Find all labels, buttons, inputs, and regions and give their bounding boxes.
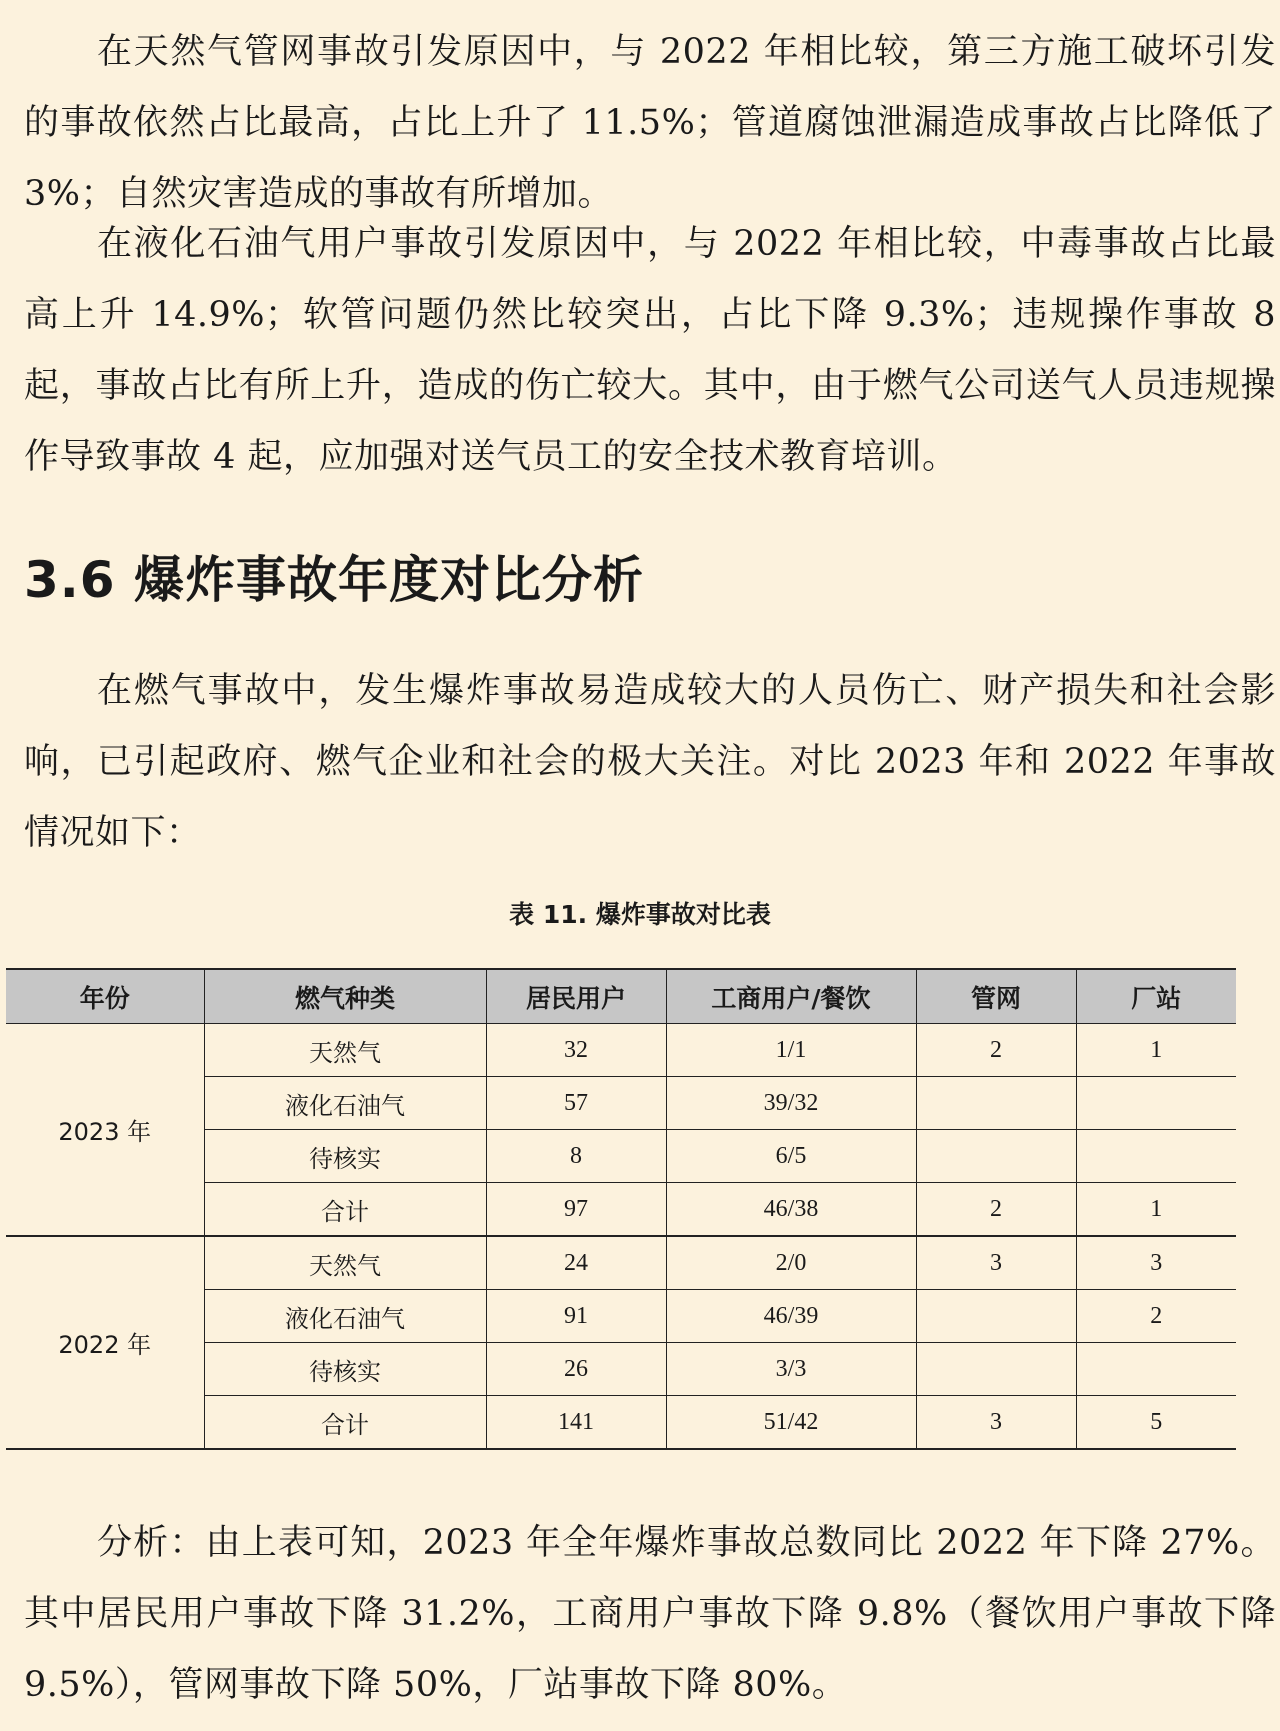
year-cell-2023: 2023 年 [6,1024,204,1237]
resident-cell: 32 [486,1024,666,1077]
header-commercial: 工商用户/餐饮 [666,969,916,1024]
header-year: 年份 [6,969,204,1024]
commercial-cell: 2/0 [666,1236,916,1290]
explosion-comparison-table [6,968,1236,1450]
station-cell: 5 [1076,1396,1236,1450]
table-row [6,1024,1236,1077]
gas-type-cell: 待核实 [204,1130,486,1183]
station-cell: 3 [1076,1236,1236,1290]
gas-type-cell: 待核实 [204,1343,486,1396]
gas-type-cell: 液化石油气 [204,1290,486,1343]
resident-cell: 91 [486,1290,666,1343]
paragraph-explosion-intro: 在燃气事故中，发生爆炸事故易造成较大的人员伤亡、财产损失和社会影响，已引起政府、燃气企业和社会的极大关注。对比 2023 年和 2022 年事故情况如下： [24,671,1276,853]
commercial-cell: 3/3 [666,1343,916,1396]
commercial-cell: 46/38 [666,1183,916,1237]
resident-cell: 26 [486,1343,666,1396]
gas-type-cell: 合计 [204,1396,486,1450]
resident-cell: 8 [486,1130,666,1183]
gas-type-cell: 天然气 [204,1024,486,1077]
resident-cell: 24 [486,1236,666,1290]
paragraph-pipeline-causes: 在天然气管网事故引发原因中，与 2022 年相比较，第三方施工破坏引发的事故依然占比最高，占比上升了 11.5%；管道腐蚀泄漏造成事故占比降低了 3%；自然灾害造成的事故有所增加。 [24,32,1276,214]
pipeline-cell [916,1290,1076,1343]
pipeline-cell [916,1343,1076,1396]
gas-type-cell: 液化石油气 [204,1077,486,1130]
station-cell: 2 [1076,1290,1236,1343]
station-cell: 1 [1076,1183,1236,1237]
station-cell [1076,1077,1236,1130]
gas-type-cell: 天然气 [204,1236,486,1290]
pipeline-cell: 3 [916,1236,1076,1290]
gas-type-cell: 合计 [204,1183,486,1237]
paragraph-analysis: 分析：由上表可知，2023 年全年爆炸事故总数同比 2022 年下降 27%。其中居民用户事故下降 31.2%，工商用户事故下降 9.8%（餐饮用户事故下降 9.5%），管网事故下降 50%，厂站事故下降 80%。 [24,1523,1276,1705]
header-resident: 居民用户 [486,969,666,1024]
header-gas-type: 燃气种类 [204,969,486,1024]
commercial-cell: 51/42 [666,1396,916,1450]
resident-cell: 57 [486,1077,666,1130]
resident-cell: 97 [486,1183,666,1237]
pipeline-cell [916,1130,1076,1183]
station-cell [1076,1130,1236,1183]
resident-cell: 141 [486,1396,666,1450]
pipeline-cell: 3 [916,1396,1076,1450]
paragraph-lpg-causes: 在液化石油气用户事故引发原因中，与 2022 年相比较，中毒事故占比最高上升 14.9%；软管问题仍然比较突出，占比下降 9.3%；违规操作事故 8 起，事故占比有所上升，造成的伤亡较大。其中，由于燃气公司送气人员违规操作导致事故 4 起，应加强对送气员工的安全技术教育培训。 [24,224,1276,477]
commercial-cell: 6/5 [666,1130,916,1183]
commercial-cell: 1/1 [666,1024,916,1077]
commercial-cell: 39/32 [666,1077,916,1130]
station-cell [1076,1343,1236,1396]
header-pipeline: 管网 [916,969,1076,1024]
pipeline-cell [916,1077,1076,1130]
year-cell-2022: 2022 年 [6,1236,204,1449]
pipeline-cell: 2 [916,1024,1076,1077]
table-header-row [6,969,1236,1024]
table-row [6,1236,1236,1290]
station-cell: 1 [1076,1024,1236,1077]
section-heading: 3.6 爆炸事故年度对比分析 [24,551,644,609]
pipeline-cell: 2 [916,1183,1076,1237]
table-caption: 表 11. 爆炸事故对比表 [509,900,771,929]
commercial-cell: 46/39 [666,1290,916,1343]
header-station: 厂站 [1076,969,1236,1024]
